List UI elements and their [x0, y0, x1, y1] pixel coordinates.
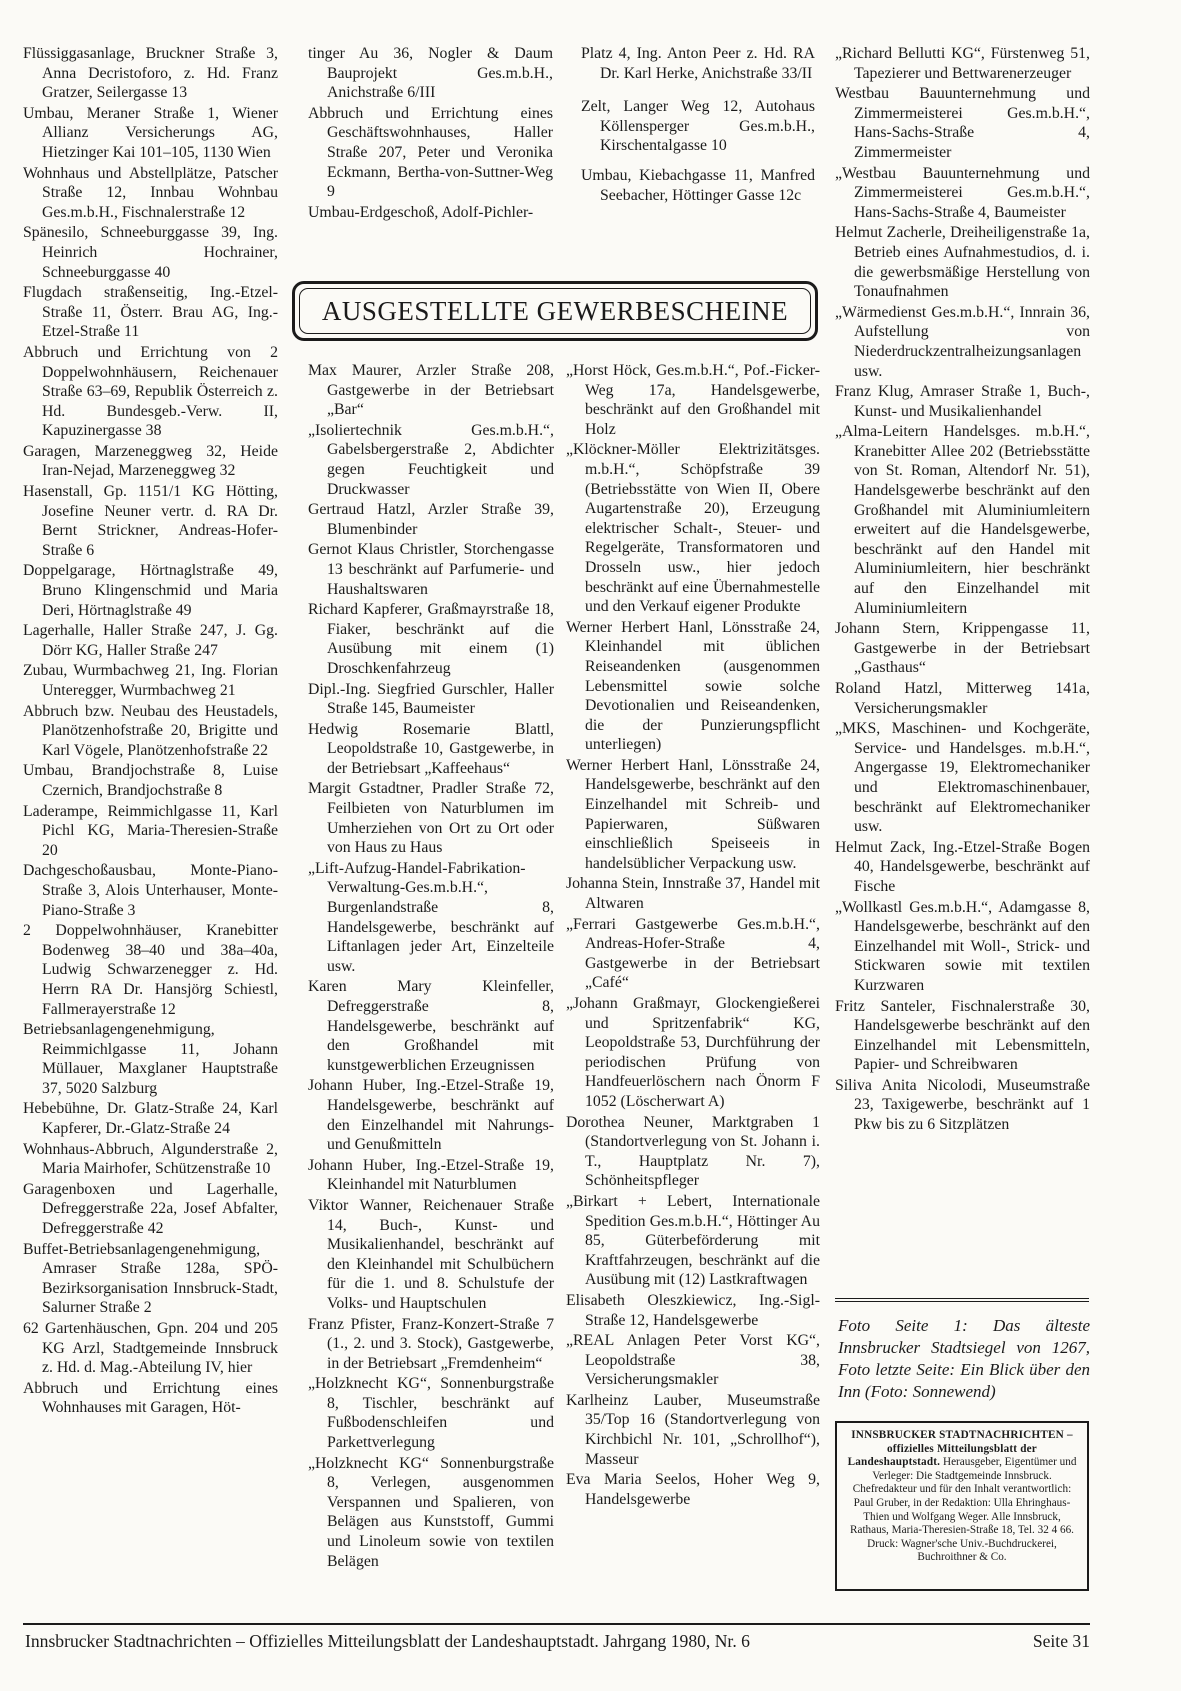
list-item: „Alma-Leitern Handelsges. m.b.H.“, Kranebitter Allee 202 (Betriebsstätte von St. Roman, Altendorf Nr. 51), Handelsgewerbe beschränkt auf den Großhandel mit Aluminiumleitern erweitert auf die Handelsgewerbe, beschränkt auf den Handel mit Aluminiumleitern, hier beschränkt auf den Einzelhandel mit Aluminiumleitern — [835, 423, 1090, 617]
column-trade-licences-2 — [566, 361, 820, 1510]
list-item: Umbau, Brandjochstraße 8, Luise Czernich, Brandjochstraße 8 — [23, 762, 278, 799]
list-item: Doppelgarage, Hörtnaglstraße 49, Bruno Klingenschmid und Maria Deri, Hörtnaglstraße 49 — [23, 562, 278, 619]
list-item: „Holzknecht KG“ Sonnenburgstraße 8, Verlegen, ausgenommen Verspannen und Spalieren, von Belägen aus Kunststoff, Gummi und Linoleum sowie von textilen Belägen — [308, 1454, 554, 1570]
list-item: Johann Stern, Krippengasse 11, Gastgewerbe in der Betriebsart „Gasthaus“ — [835, 620, 1090, 677]
list-item: Dorothea Neuner, Marktgraben 1 (Standortverlegung von St. Johann i. T., Hauptplatz Nr. 7), Schönheitspfleger — [566, 1113, 820, 1190]
list-item: Laderampe, Reimmichlgasse 11, Karl Pichl KG, Maria-Theresien-Straße 20 — [23, 802, 278, 859]
list-item: „Birkart + Lebert, Internationale Spedition Ges.m.b.H.“, Höttinger Au 85, Güterbeförderung mit Kraftfahrzeugen, beschränkt auf die Ausübung mit (12) Lastkraftwagen — [566, 1192, 820, 1289]
list-item: Franz Klug, Amraser Straße 1, Buch-, Kunst- und Musikalienhandel — [835, 383, 1090, 420]
column-trade-licences-1 — [308, 361, 554, 1572]
list-item: Lagerhalle, Haller Straße 247, J. Gg. Dörr KG, Haller Straße 247 — [23, 622, 278, 659]
list-item: Westbau Bauunternehmung und Zimmermeisterei Ges.m.b.H.“, Hans-Sachs-Straße 4, Zimmermeister — [835, 85, 1090, 161]
column-building-permits-3 — [581, 44, 815, 206]
list-item: 62 Gartenhäuschen, Gpn. 204 und 205 KG Arzl, Stadtgemeinde Innsbruck z. Hd. d. Mag.-Abteilung IV, hier — [23, 1320, 278, 1377]
list-item: Gertraud Hatzl, Arzler Straße 39, Blumenbinder — [308, 501, 554, 538]
list-item: „Westbau Bauunternehmung und Zimmermeisterei Ges.m.b.H.“, Hans-Sachs-Straße 4, Baumeister — [835, 164, 1090, 221]
footer-divider — [23, 1623, 1090, 1625]
list-item: Umbau-Erdgeschoß, Adolf-Pichler- — [308, 203, 534, 221]
list-item: Flugdach straßenseitig, Ing.-Etzel-Straße 11, Österr. Brau AG, Ing.-Etzel-Straße 11 — [23, 284, 278, 341]
list-item: „Klöckner-Möller Elektrizitätsges. m.b.H.“, Schöpfstraße 39 (Betriebsstätte von Wien II, Obere Augartenstraße 20), Erzeugung elektrischer Schalt-, Steuer- und Regelgeräte, Transformatoren und Drosseln usw., hier jedoch beschränkt auf eine Übernahmestelle und den Verkauf eigener Produkte — [566, 441, 820, 616]
list-item: Johanna Stein, Innstraße 37, Handel mit Altwaren — [566, 875, 820, 913]
list-item: Karlheinz Lauber, Museumstraße 35/Top 16 (Standortverlegung von Kirchbichl Nr. 101, „Schrollhof“), Masseur — [566, 1391, 820, 1468]
list-item: Garagen, Marzeneggweg 32, Heide Iran-Nejad, Marzeneggweg 32 — [23, 442, 278, 480]
list-item: Zelt, Langer Weg 12, Autohaus Köllensperger Ges.m.b.H., Kirschentalgasse 10 — [581, 98, 815, 155]
list-item: „Holzknecht KG“, Sonnenburgstraße 8, Tischler, beschränkt auf Fußbodenschleifen und Parkettverlegung — [308, 1375, 554, 1452]
list-item: Zubau, Wurmbachweg 21, Ing. Florian Unteregger, Wurmbachweg 21 — [23, 662, 278, 699]
footer-publication: Innsbrucker Stadtnachrichten – Offizielles Mitteilungsblatt der Landeshauptstadt. Jahrgang 1980, Nr. 6 — [25, 1631, 750, 1651]
list-item: Umbau, Kiebachgasse 11, Manfred Seebacher, Höttinger Gasse 12c — [581, 166, 815, 204]
list-item: „Johann Graßmayr, Glockengießerei und Spritzenfabrik“ KG, Leopoldstraße 53, Durchführung der periodischen Prüfung von Handfeuerlöschern nach Önorm F 1052 (Löscherwart A) — [566, 995, 820, 1110]
list-item: „Isoliertechnik Ges.m.b.H.“, Gabelsbergerstraße 2, Abdichter gegen Feuchtigkeit und Druckwasser — [308, 421, 554, 498]
imprint-title: INNSBRUCKER STADTNACHRICHTEN – offizielles Mitteilungsblatt der Landeshauptstadt. — [847, 1429, 1073, 1469]
list-item: Garagenboxen und Lagerhalle, Defreggerstraße 22a, Josef Abfalter, Defreggerstraße 42 — [23, 1180, 278, 1238]
column-building-permits-1 — [23, 44, 278, 1419]
list-item: Wohnhaus und Abstellplätze, Patscher Straße 12, Innbau Wohnbau Ges.m.b.H., Fischnalerstraße 12 — [23, 164, 278, 221]
list-item: „Wärmedienst Ges.m.b.H.“, Innrain 36, Aufstellung von Niederdruckzentralheizungsanlagen usw. — [835, 303, 1090, 380]
photo-caption: Foto Seite 1: Das älteste Innsbrucker Stadtsiegel von 1267, Foto letzte Seite: Ein Blick über den Inn (Foto: Sonnewend) — [838, 1316, 1090, 1401]
list-item: 2 Doppelwohnhäuser, Kranebitter Bodenweg 38–40 und 38a–40a, Ludwig Schwarzenegger z. Hd. Herrn RA Dr. Hansjörg Schiestl, Fallmerayerstraße 12 — [23, 922, 278, 1018]
column-trade-licences-3 — [835, 44, 1090, 1136]
list-item: Abbruch bzw. Neubau des Heustadels, Planötzenhofstraße 20, Brigitte und Karl Vögele, Planötzenhofstraße 22 — [23, 702, 278, 759]
list-item: Gernot Klaus Christler, Storchengasse 13 beschränkt auf Parfumerie- und Haushaltswaren — [308, 541, 554, 598]
list-item: Werner Herbert Hanl, Lönsstraße 24, Handelsgewerbe, beschränkt auf den Einzelhandel mit Schreib- und Papierwaren, Süßwaren einschließlich Speiseeis in handelsüblicher Verpackung usw. — [566, 756, 820, 872]
list-item: Helmut Zacherle, Dreiheiligenstraße 1a, Betrieb eines Aufnahmestudios, d. i. die gewerbsmäßige Herstellung von Tonaufnahmen — [835, 224, 1090, 301]
list-item: Abbruch und Errichtung eines Geschäftswohnhauses, Haller Straße 207, Peter und Veronika Eckmann, Bertha-von-Suttner-Weg 9 — [308, 104, 553, 201]
list-item: Siliva Anita Nicolodi, Museumstraße 23, Taxigewerbe, beschränkt auf 1 Pkw bis zu 6 Sitzplätzen — [835, 1076, 1090, 1134]
list-item: „MKS, Maschinen- und Kochgeräte, Service- und Handelsges. m.b.H.“, Angergasse 19, Elektromechaniker und Elektromaschinenbauer, beschränkt auf Elektromechaniker usw. — [835, 720, 1090, 836]
list-item: Johann Huber, Ing.-Etzel-Straße 19, Kleinhandel mit Naturblumen — [308, 1156, 554, 1194]
section-headline: AUSGESTELLTE GEWERBESCHEINE — [299, 288, 811, 334]
list-item: „Ferrari Gastgewerbe Ges.m.b.H.“, Andreas-Hofer-Straße 4, Gastgewerbe in der Betriebsart „Café“ — [566, 915, 820, 992]
list-item: Roland Hatzl, Mitterweg 141a, Versicherungsmakler — [835, 680, 1090, 717]
list-item: Fritz Santeler, Fischnalerstraße 30, Handelsgewerbe beschränkt auf den Einzelhandel mit Lebensmitteln, Papier- und Schreibwaren — [835, 997, 1090, 1074]
list-item: „REAL Anlagen Peter Vorst KG“, Leopoldstraße 38, Versicherungsmakler — [566, 1332, 820, 1389]
column-building-permits-2 — [308, 44, 553, 223]
list-item: tinger Au 36, Nogler & Daum Bauprojekt Ges.m.b.H., Anichstraße 6/III — [308, 45, 553, 102]
list-item: Margit Gstadtner, Pradler Straße 72, Feilbieten von Naturblumen im Umherziehen von Ort zu Ort oder von Haus zu Haus — [308, 780, 554, 857]
list-item: Dachgeschoßausbau, Monte-Piano-Straße 3, Alois Unterhauser, Monte-Piano-Straße 3 — [23, 862, 278, 919]
divider — [835, 1298, 1089, 1302]
list-item: Betriebsanlagengenehmigung, Reimmichlgasse 11, Johann Müllauer, Maxglaner Hauptstraße 37, 5020 Salzburg — [23, 1021, 278, 1097]
list-item: „Horst Höck, Ges.m.b.H.“, Pof.-Ficker-Weg 17a, Handelsgewerbe, beschränkt auf den Großhandel mit Holz — [566, 362, 820, 438]
list-item: Spänesilo, Schneeburggasse 39, Ing. Heinrich Hochrainer, Schneeburggasse 40 — [23, 224, 278, 281]
page-number: Seite 31 — [1032, 1631, 1090, 1651]
imprint-box — [835, 1421, 1089, 1591]
list-item: „Lift-Aufzug-Handel-Fabrikation-Verwaltung-Ges.m.b.H.“, Burgenlandstraße 8, Handelsgewerbe, beschränkt auf Liftanlagen jeder Art, Einzelteile usw. — [308, 859, 554, 975]
list-item: Elisabeth Oleszkiewicz, Ing.-Sigl-Straße 12, Handelsgewerbe — [566, 1291, 820, 1329]
list-item: Johann Huber, Ing.-Etzel-Straße 19, Handelsgewerbe, beschränkt auf den Einzelhandel mit Nahrungs- und Genußmitteln — [308, 1077, 554, 1154]
list-item: Hedwig Rosemarie Blattl, Leopoldstraße 10, Gastgewerbe, in der Betriebsart „Kaffeehaus“ — [308, 720, 554, 777]
list-item: Helmut Zack, Ing.-Etzel-Straße Bogen 40, Handelsgewerbe, beschränkt auf Fische — [835, 838, 1090, 895]
list-item: Hebebühne, Dr. Glatz-Straße 24, Karl Kapferer, Dr.-Glatz-Straße 24 — [23, 1100, 278, 1138]
list-item: Platz 4, Ing. Anton Peer z. Hd. RA Dr. Karl Herke, Anichstraße 33/II — [581, 45, 815, 82]
list-item: Franz Pfister, Franz-Konzert-Straße 7 (1., 2. und 3. Stock), Gastgewerbe, in der Betriebsart „Fremdenheim“ — [308, 1315, 554, 1372]
list-item: Max Maurer, Arzler Straße 208, Gastgewerbe in der Betriebsart „Bar“ — [308, 362, 554, 419]
list-item: Umbau, Meraner Straße 1, Wiener Allianz Versicherungs AG, Hietzinger Kai 101–105, 1130 Wien — [23, 104, 278, 161]
list-item: Flüssiggasanlage, Bruckner Straße 3, Anna Decristoforo, z. Hd. Franz Gratzer, Seilergasse 13 — [23, 45, 278, 102]
list-item: Viktor Wanner, Reichenauer Straße 14, Buch-, Kunst- und Musikalienhandel, beschränkt auf den Kleinhandel mit Schulbüchern für die 1. und 8. Schulstufe der Volks- und Hauptschulen — [308, 1196, 554, 1312]
section-headline-box — [292, 281, 818, 341]
list-item: Eva Maria Seelos, Hoher Weg 9, Handelsgewerbe — [566, 1471, 820, 1508]
list-item: Werner Herbert Hanl, Lönsstraße 24, Kleinhandel mit üblichen Reiseandenken (ausgenommen Lebensmittel sowie solche Devotionalien und Reiseandenken, die der Punzierungspflicht unterliegen) — [566, 618, 820, 754]
list-item: Karen Mary Kleinfeller, Defreggerstraße 8, Handelsgewerbe, beschränkt auf den Großhandel mit kunstgewerblichen Erzeugnissen — [308, 978, 554, 1074]
imprint-body: Herausgeber, Eigentümer und Verleger: Die Stadtgemeinde Innsbruck. Chefredakteur und für den Inhalt verantwortlich: Paul Gruber, in der Redaktion: Ulla Ehringhaus-Thien und Wolfgang Weger. Alle Innsbruck, Rathaus, Maria-Theresien-Straße 18, Tel. 32 4 66. Druck: Wagner'sche Univ.-Buchdruckerei, Buchroithner & Co. — [850, 1456, 1077, 1564]
list-item: Richard Kapferer, Graßmayrstraße 18, Fiaker, beschränkt auf die Ausübung mit einem (1) Droschkenfahrzeug — [308, 601, 554, 677]
list-item: „Richard Bellutti KG“, Fürstenweg 51, Tapezierer und Bettwarenerzeuger — [835, 45, 1090, 82]
list-item: Hasenstall, Gp. 1151/1 KG Hötting, Josefine Neuner vertr. d. RA Dr. Bernt Strickner, Andreas-Hofer-Straße 6 — [23, 483, 278, 559]
list-item: Abbruch und Errichtung von 2 Doppelwohnhäusern, Reichenauer Straße 63–69, Republik Österreich z. Hd. Bundesgeb.-Verw. II, Kapuzinergasse 38 — [23, 343, 278, 440]
list-item: Wohnhaus-Abbruch, Algunderstraße 2, Maria Mairhofer, Schützenstraße 10 — [23, 1140, 278, 1178]
list-item: „Wollkastl Ges.m.b.H.“, Adamgasse 8, Handelsgewerbe, beschränkt auf den Einzelhandel mit Woll-, Strick- und Stickwaren sowie mit textilen Kurzwaren — [835, 898, 1090, 994]
list-item: Abbruch und Errichtung eines Wohnhauses mit Garagen, Höt- — [23, 1379, 278, 1417]
list-item: Dipl.-Ing. Siegfried Gurschler, Haller Straße 145, Baumeister — [308, 680, 554, 718]
list-item: Buffet-Betriebsanlagengenehmigung, Amraser Straße 128a, SPÖ-Bezirksorganisation Innsbruck-Stadt, Salurner Straße 2 — [23, 1240, 278, 1317]
